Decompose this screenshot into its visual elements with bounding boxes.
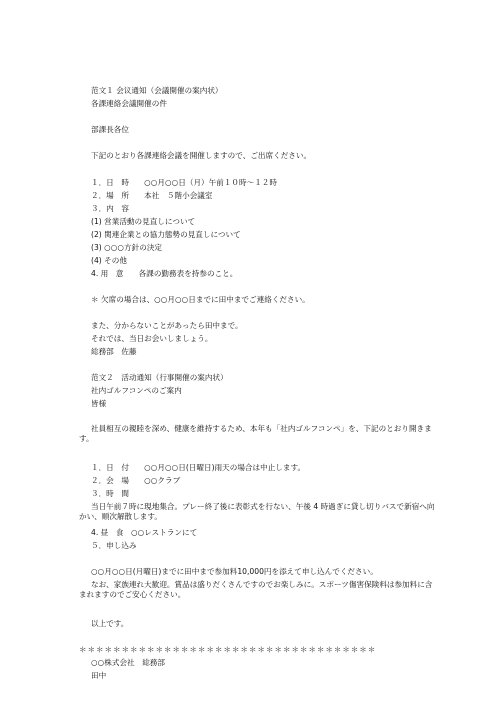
sample2-intro: 社員相互の親睦を深め、健康を維持するため、本年も「社内ゴルフコンペ」を、下記のとおり開きます。 xyxy=(79,424,432,443)
sample1-item-datetime: １．日 時 ○○月○○日（月）午前１０時～１２時 xyxy=(91,178,277,187)
sample1-item-place: ２．場 所 本社 ５階小会議室 xyxy=(91,191,213,200)
sample1-agenda-1: (1) 営業活動の見直しについて xyxy=(91,217,196,226)
sample2-time-detail: 当日午前７時に現地集合。プレー終了後に表彰式を行ない、午後 4 時過ぎに貸し切りバスで新宿へ向かい、順次解散します。 xyxy=(79,502,435,521)
sample2-item-date: １．日 付 ○○月○○日(日曜日)雨天の場合は中止します。 xyxy=(91,463,306,472)
sample2-closing: 以上です。 xyxy=(91,619,129,628)
sample2-signature-name: 田中 xyxy=(91,671,107,680)
sample1-contact-note: また、分からないことがあったら田中まで。 xyxy=(91,321,243,330)
sample1-subject: 各課連絡会議開催の件 xyxy=(91,99,167,108)
sample2-item-venue: ２．会 場 ○○クラブ xyxy=(91,476,181,485)
sample1-addressee: 部課長各位 xyxy=(91,125,129,134)
sample2-subject: 社内ゴルフコンペのご案内 xyxy=(91,386,182,395)
sample1-item-content: ３．内 容 xyxy=(91,204,129,213)
sample2-application-detail: ○○月○○日(月曜日)までに田中まで参加料10,000円を添えて申し込んでください。 xyxy=(91,567,378,576)
separator-stars: ＊＊＊＊＊＊＊＊＊＊＊＊＊＊＊＊＊＊＊＊＊＊＊＊＊＊＊＊＊＊＊＊＊＊＊ xyxy=(79,645,377,654)
sample1-item-prepare: 4. 用 意 各課の勤務表を持参のこと。 xyxy=(91,269,238,278)
sample1-heading: 范文１ 会议通知（会議開催の案内状） xyxy=(91,86,223,95)
sample1-agenda-2: (2) 関連企業との協力態勢の見直しについて xyxy=(91,230,241,239)
sample2-heading: 范文２ 活动通知（行事開催の案内状） xyxy=(91,373,228,382)
sample2-item-application: ５．申し込み xyxy=(91,541,137,550)
sample1-agenda-3: (3) ○○○方針の決定 xyxy=(91,243,163,252)
sample2-item-lunch: 4. 昼 食 ○○レストランにて xyxy=(91,528,198,537)
sample2-note: なお、家族連れ大歓迎。賞品は盛りだくさんですのでお楽しみに。スポーツ傷害保険料は参加料に含まれますのでご安心ください。 xyxy=(79,580,433,599)
sample1-absence-note: ＊ 欠席の場合は、○○月○○日までに田中までご連絡ください。 xyxy=(91,295,310,304)
sample2-item-time: ３．時 間 xyxy=(91,489,129,498)
sample1-closing: それでは、当日お会いしましょう。 xyxy=(91,334,213,343)
sample2-signature-company: ○○株式会社 総務部 xyxy=(91,658,166,667)
sample2-addressee: 皆様 xyxy=(91,399,107,408)
sample1-agenda-4: (4) その他 xyxy=(91,256,127,265)
sample1-signature: 総務部 佐藤 xyxy=(91,347,137,356)
sample1-intro: 下記のとおり各課連絡会議を開催しますので、ご出席ください。 xyxy=(91,151,312,160)
